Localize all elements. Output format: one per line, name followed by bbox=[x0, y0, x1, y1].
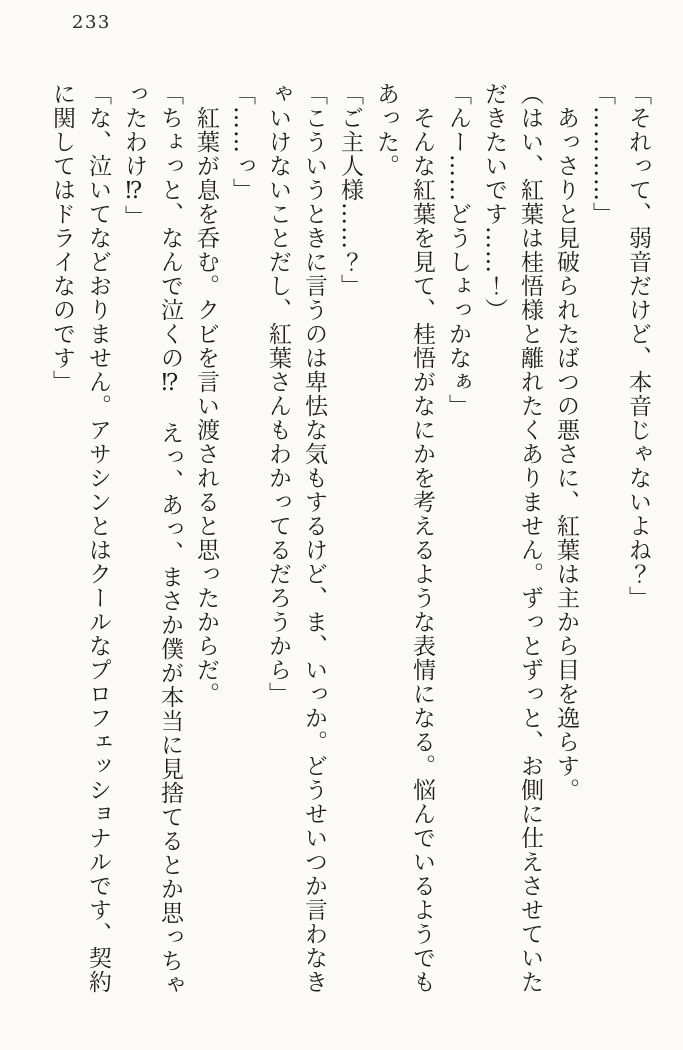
text-column: 「……っ」 bbox=[229, 82, 255, 202]
text-column: そんな紅葉を見て、桂悟がなにかを考えるような表情になる。悩んでいるようでも bbox=[409, 82, 435, 994]
text-column: （はい、紅葉は桂悟様と離れたくありません。ずっとずっと、お側に仕えさせていた bbox=[517, 82, 543, 994]
text-column: 「…………」 bbox=[589, 82, 615, 226]
vertical-text-block bbox=[44, 82, 656, 1008]
text-column: あった。 bbox=[373, 82, 399, 178]
text-column: だきたいです……！） bbox=[481, 82, 507, 322]
text-column: 「んー……どうしょっかなぁ」 bbox=[445, 82, 471, 418]
text-column: 「ちょっと、なんで泣くの⁉ えっ、あっ、まさか僕が本当に見捨てるとか思っちゃ bbox=[157, 82, 183, 997]
text-column: あっさりと見破られたばつの悪さに、紅葉は主から目を逸らす。 bbox=[553, 82, 579, 802]
text-column: 「な、泣いてなどおりません。アサシンとはクールなプロフェッショナルです、契約 bbox=[85, 82, 111, 994]
text-column: ゃいけないことだし、紅葉さんもわかってるだろうから」 bbox=[265, 82, 291, 706]
text-column: 「それって、弱音だけど、本音じゃないよね？」 bbox=[625, 82, 651, 610]
text-column: に関してはドライなのです」 bbox=[49, 82, 75, 394]
text-column: ったわけ⁉」 bbox=[121, 82, 147, 229]
page-number: 233 bbox=[72, 12, 111, 33]
text-column: 「ご主人様……？」 bbox=[337, 82, 363, 298]
text-column: 「こういうときに言うのは卑怯な気もするけど、ま、いっか。どうせいつか言わなき bbox=[301, 82, 327, 994]
text-column: 紅葉が息を呑む。クビを言い渡されると思ったからだ。 bbox=[193, 82, 219, 706]
